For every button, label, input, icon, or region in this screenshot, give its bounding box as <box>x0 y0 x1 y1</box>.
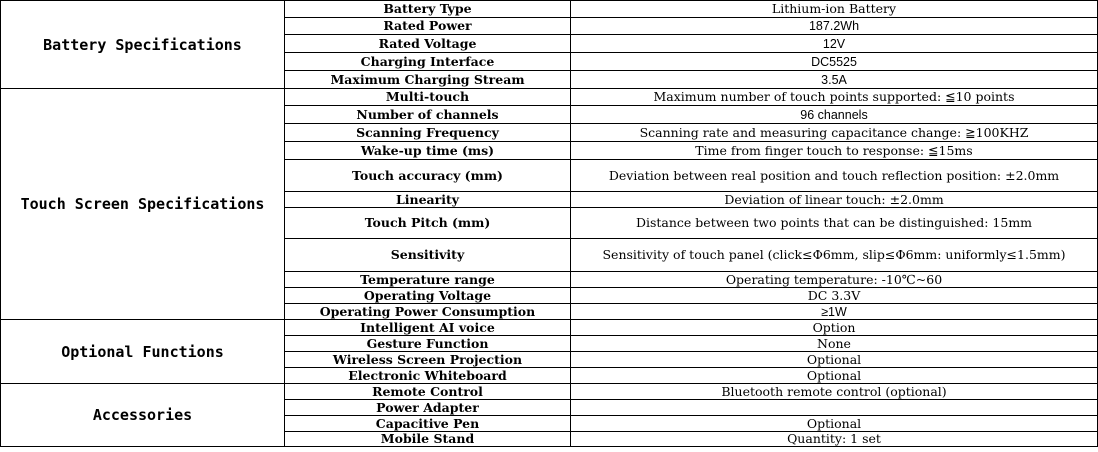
spec-value: None <box>571 336 1098 352</box>
spec-label: Operating Power Consumption <box>285 304 571 320</box>
section-title-optional-functions: Optional Functions <box>1 320 285 384</box>
spec-label: Scanning Frequency <box>285 124 571 142</box>
table-row <box>1 384 1098 400</box>
spec-value: ≥1W <box>571 304 1098 320</box>
spec-label: Touch Pitch (mm) <box>285 208 571 239</box>
spec-value: Distance between two points that can be distinguished: 15mm <box>571 208 1098 239</box>
spec-value: Optional <box>571 368 1098 384</box>
spec-label: Temperature range <box>285 272 571 288</box>
spec-value: Bluetooth remote control (optional) <box>571 384 1098 400</box>
spec-label: Rated Power <box>285 18 571 35</box>
spec-value: Time from finger touch to response: ≦15ms <box>571 142 1098 160</box>
spec-label: Number of channels <box>285 106 571 124</box>
spec-label: Sensitivity <box>285 239 571 272</box>
spec-value: DC5525 <box>571 53 1098 71</box>
spec-value <box>571 400 1098 416</box>
spec-label: Wireless Screen Projection <box>285 352 571 368</box>
spec-value: 96 channels <box>571 106 1098 124</box>
spec-value: 187.2Wh <box>571 18 1098 35</box>
spec-label: Wake-up time (ms) <box>285 142 571 160</box>
spec-value: Deviation of linear touch: ±2.0mm <box>571 192 1098 208</box>
spec-label: Touch accuracy (mm) <box>285 160 571 192</box>
spec-value: Deviation between real position and touch reflection position: ±2.0mm <box>571 160 1098 192</box>
spec-label: Rated Voltage <box>285 35 571 53</box>
spec-value: Operating temperature: -10℃~60 <box>571 272 1098 288</box>
section-title-accessories: Accessories <box>1 384 285 447</box>
spec-value: Lithium-ion Battery <box>571 1 1098 18</box>
spec-label: Capacitive Pen <box>285 416 571 432</box>
spec-label: Electronic Whiteboard <box>285 368 571 384</box>
spec-label: Remote Control <box>285 384 571 400</box>
spec-label: Linearity <box>285 192 571 208</box>
spec-label: Charging Interface <box>285 53 571 71</box>
spec-label: Mobile Stand <box>285 432 571 447</box>
section-title-battery: Battery Specifications <box>1 1 285 89</box>
spec-label: Intelligent AI voice <box>285 320 571 336</box>
spec-value: Maximum number of touch points supported: ≦10 points <box>571 89 1098 106</box>
spec-label: Multi-touch <box>285 89 571 106</box>
table-row <box>1 320 1098 336</box>
table-row <box>1 1 1098 18</box>
spec-value: Optional <box>571 416 1098 432</box>
spec-value: 3.5A <box>571 71 1098 89</box>
spec-label: Operating Voltage <box>285 288 571 304</box>
spec-value: Option <box>571 320 1098 336</box>
spec-value: Scanning rate and measuring capacitance change: ≧100KHZ <box>571 124 1098 142</box>
spec-label: Battery Type <box>285 1 571 18</box>
table-row <box>1 89 1098 106</box>
spec-value: Quantity: 1 set <box>571 432 1098 447</box>
section-title-touch-screen: Touch Screen Specifications <box>1 89 285 320</box>
spec-value: 12V <box>571 35 1098 53</box>
spec-value: Optional <box>571 352 1098 368</box>
spec-value: DC 3.3V <box>571 288 1098 304</box>
spec-label: Gesture Function <box>285 336 571 352</box>
spec-label: Power Adapter <box>285 400 571 416</box>
spec-label: Maximum Charging Stream <box>285 71 571 89</box>
spec-value: Sensitivity of touch panel (click≤Φ6mm, slip≤Φ6mm: uniformly≤1.5mm) <box>571 239 1098 272</box>
